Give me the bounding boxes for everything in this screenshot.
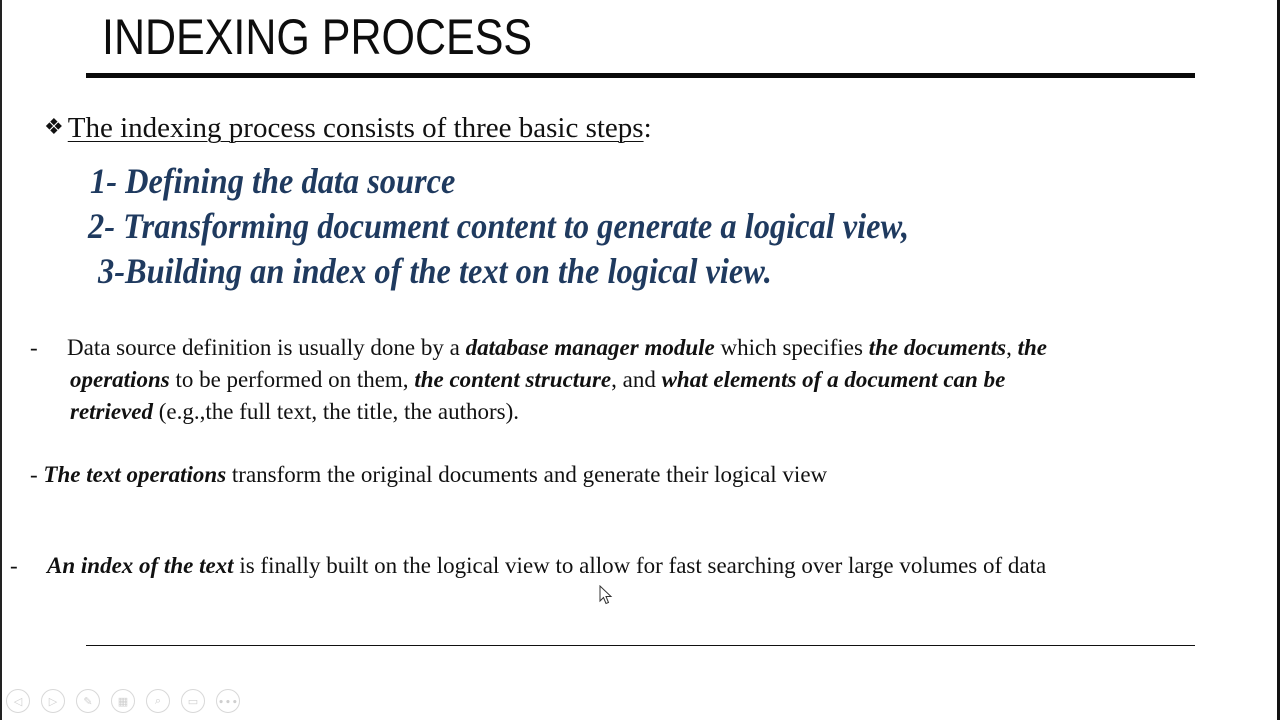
previous-icon: ◁ (13, 694, 23, 708)
emphasis-run: the documents (868, 335, 1007, 360)
dash-marker: - (10, 553, 18, 578)
next-icon: ▷ (48, 694, 58, 708)
text-run: to be performed on them, (169, 367, 415, 392)
slideshow-toolbar (6, 689, 240, 713)
paragraph-index (10, 550, 1046, 582)
emphasis-run: what elements of a document can be (661, 367, 1006, 392)
pen-icon: ✎ (83, 694, 93, 708)
text-run: , and (611, 367, 662, 392)
window-left-border (0, 0, 2, 720)
step-2: 2- Transforming document content to generate a logical view, (88, 206, 910, 246)
step-3: 3-Building an index of the text on the logical view. (98, 251, 772, 291)
emphasis-run: the content structure (414, 367, 612, 392)
text-run: which specifies (714, 335, 869, 360)
dash-marker: - (30, 462, 44, 487)
footer-rule (86, 645, 1195, 646)
intro-colon: : (643, 112, 652, 144)
text-run: Data source definition is usually done by a (67, 335, 466, 360)
title-underline-rule (86, 73, 1195, 78)
text-run: transform the original documents and generate their logical view (226, 462, 828, 487)
text-run: (e.g.,the full text, the title, the authors). (153, 399, 519, 424)
step-1: 1- Defining the data source (90, 161, 456, 201)
paragraph-text-operations (30, 459, 827, 491)
magnifier-icon: ⌕ (154, 694, 162, 707)
more-icon: ∙∙∙ (217, 694, 239, 708)
subtitles-icon: ▭ (187, 694, 199, 708)
emphasis-run: An index of the text (47, 553, 234, 578)
diamond-bullet-icon: ❖ (44, 115, 64, 140)
emphasis-run: operations (70, 367, 170, 392)
slide-sorter-button[interactable] (111, 689, 135, 713)
paragraph-data-source (30, 332, 1047, 428)
more-options-button[interactable] (216, 689, 240, 713)
subtitles-button[interactable] (181, 689, 205, 713)
dash-marker: - (30, 335, 38, 360)
slide-title: INDEXING PROCESS (102, 9, 533, 65)
intro-bullet (44, 112, 652, 145)
pen-tool-button[interactable] (76, 689, 100, 713)
slides-grid-icon: ▦ (117, 694, 129, 708)
emphasis-run: database manager module (465, 335, 715, 360)
emphasis-run: The text operations (43, 462, 227, 487)
emphasis-run: the (1017, 335, 1047, 360)
emphasis-run: retrieved (70, 399, 154, 424)
previous-slide-button[interactable] (6, 689, 30, 713)
mouse-pointer-icon (599, 585, 613, 605)
text-run: , (1006, 335, 1018, 360)
intro-text: The indexing process consists of three basic steps (67, 112, 644, 144)
text-run: is finally built on the logical view to allow for fast searching over large volumes of data (233, 553, 1047, 578)
next-slide-button[interactable] (41, 689, 65, 713)
zoom-button[interactable] (146, 689, 170, 713)
